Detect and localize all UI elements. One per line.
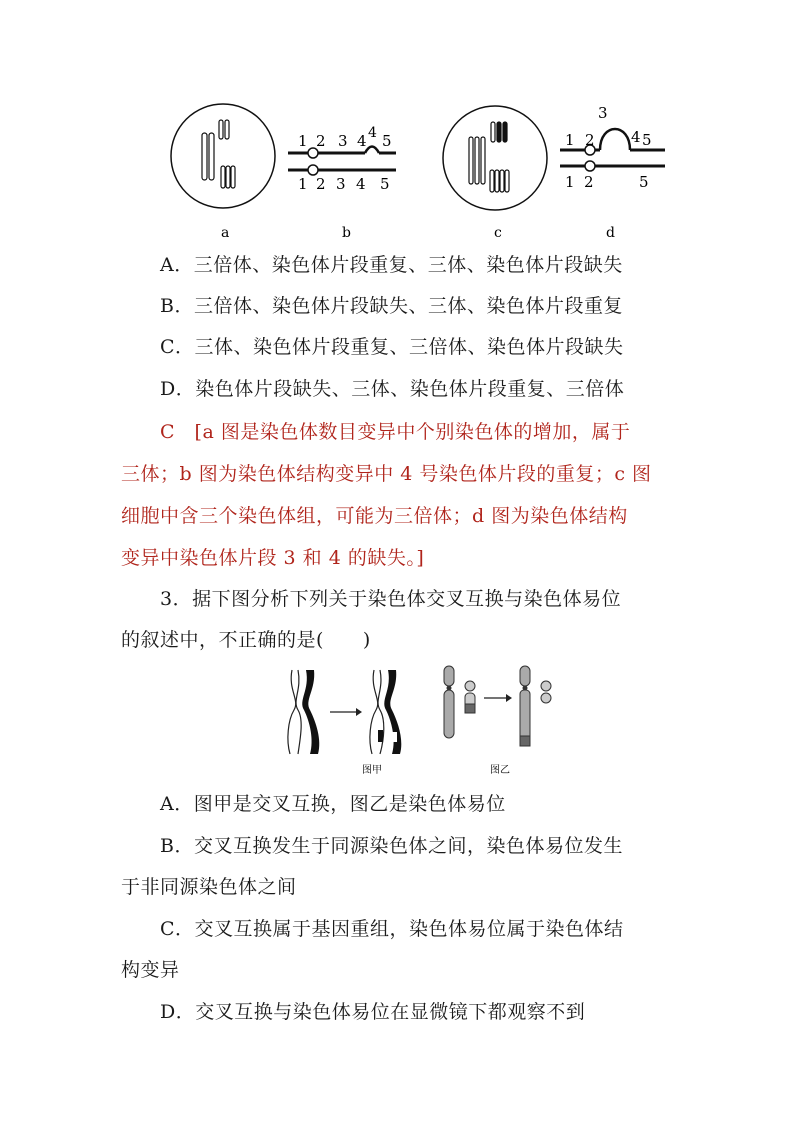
cell-a (171, 104, 275, 208)
q3-option-c-cont: 构变异 (121, 959, 180, 981)
q3-stem-line: 的叙述中，不正确的是( ) (121, 629, 371, 651)
crossover-translocation-figure (270, 660, 560, 780)
figure-yi (444, 666, 551, 776)
b-bottom-num: 1 (298, 175, 308, 193)
q3-option-d: D．交叉互换与染色体易位在显微镜下都观察不到 (160, 1001, 586, 1023)
chromosome-variation-figure (160, 100, 680, 245)
label-b: b (342, 225, 351, 241)
q2-answer-line: 细胞中含三个染色体组，可能为三倍体；d 图为染色体结构 (121, 505, 628, 527)
b-top-num: 4 (368, 125, 377, 141)
b-top-num: 4 (357, 132, 367, 150)
label-d: d (606, 225, 615, 241)
d-top-num: 4 (631, 128, 641, 146)
b-bottom-num: 5 (380, 175, 390, 193)
b-top-num: 1 (298, 132, 308, 150)
figure-jia (288, 670, 401, 776)
d-top-num: 1 (565, 131, 575, 149)
d-top-num: 5 (642, 131, 652, 149)
b-top-num: 3 (338, 132, 348, 150)
q3-option-a: A．图甲是交叉互换，图乙是染色体易位 (160, 793, 506, 815)
figure-jia-label: 图甲 (362, 765, 382, 776)
q2-option-c: C．三体、染色体片段重复、三倍体、染色体片段缺失 (160, 336, 624, 358)
q3-option-b: B．交叉互换发生于同源染色体之间，染色体易位发生 (160, 835, 623, 857)
figure-yi-label: 图乙 (490, 765, 510, 776)
b-bottom-num: 2 (316, 175, 326, 193)
chromosome-pair-b (288, 125, 396, 193)
d-bottom-num: 1 (565, 173, 575, 191)
d-bottom-num: 5 (639, 173, 649, 191)
q2-option-b: B．三倍体、染色体片段缺失、三体、染色体片段重复 (160, 295, 623, 317)
label-c: c (494, 225, 502, 241)
b-bottom-num: 4 (356, 175, 366, 193)
q3-stem-line: 3．据下图分析下列关于染色体交叉互换与染色体易位 (160, 588, 622, 610)
q2-answer-line: 三体；b 图为染色体结构变异中 4 号染色体片段的重复；c 图 (121, 463, 652, 485)
d-bottom-num: 2 (584, 173, 594, 191)
d-top-num: 2 (585, 131, 595, 149)
q2-answer-line: C [a 图是染色体数目变异中个别染色体的增加，属于 (160, 421, 631, 443)
b-top-num: 5 (382, 132, 392, 150)
q3-option-c: C．交叉互换属于基因重组，染色体易位属于染色体结 (160, 918, 624, 940)
q2-option-d: D．染色体片段缺失、三体、染色体片段重复、三倍体 (160, 378, 625, 400)
b-bottom-num: 3 (336, 175, 346, 193)
q2-option-a: A．三倍体、染色体片段重复、三体、染色体片段缺失 (160, 254, 623, 276)
cell-c (443, 106, 547, 210)
d-top-num: 3 (598, 104, 608, 122)
b-top-num: 2 (316, 132, 326, 150)
label-a: a (221, 225, 230, 241)
q3-option-b-cont: 于非同源染色体之间 (121, 876, 297, 898)
q2-answer-line: 变异中染色体片段 3 和 4 的缺失。] (121, 547, 425, 569)
chromosome-pair-d (560, 104, 665, 191)
